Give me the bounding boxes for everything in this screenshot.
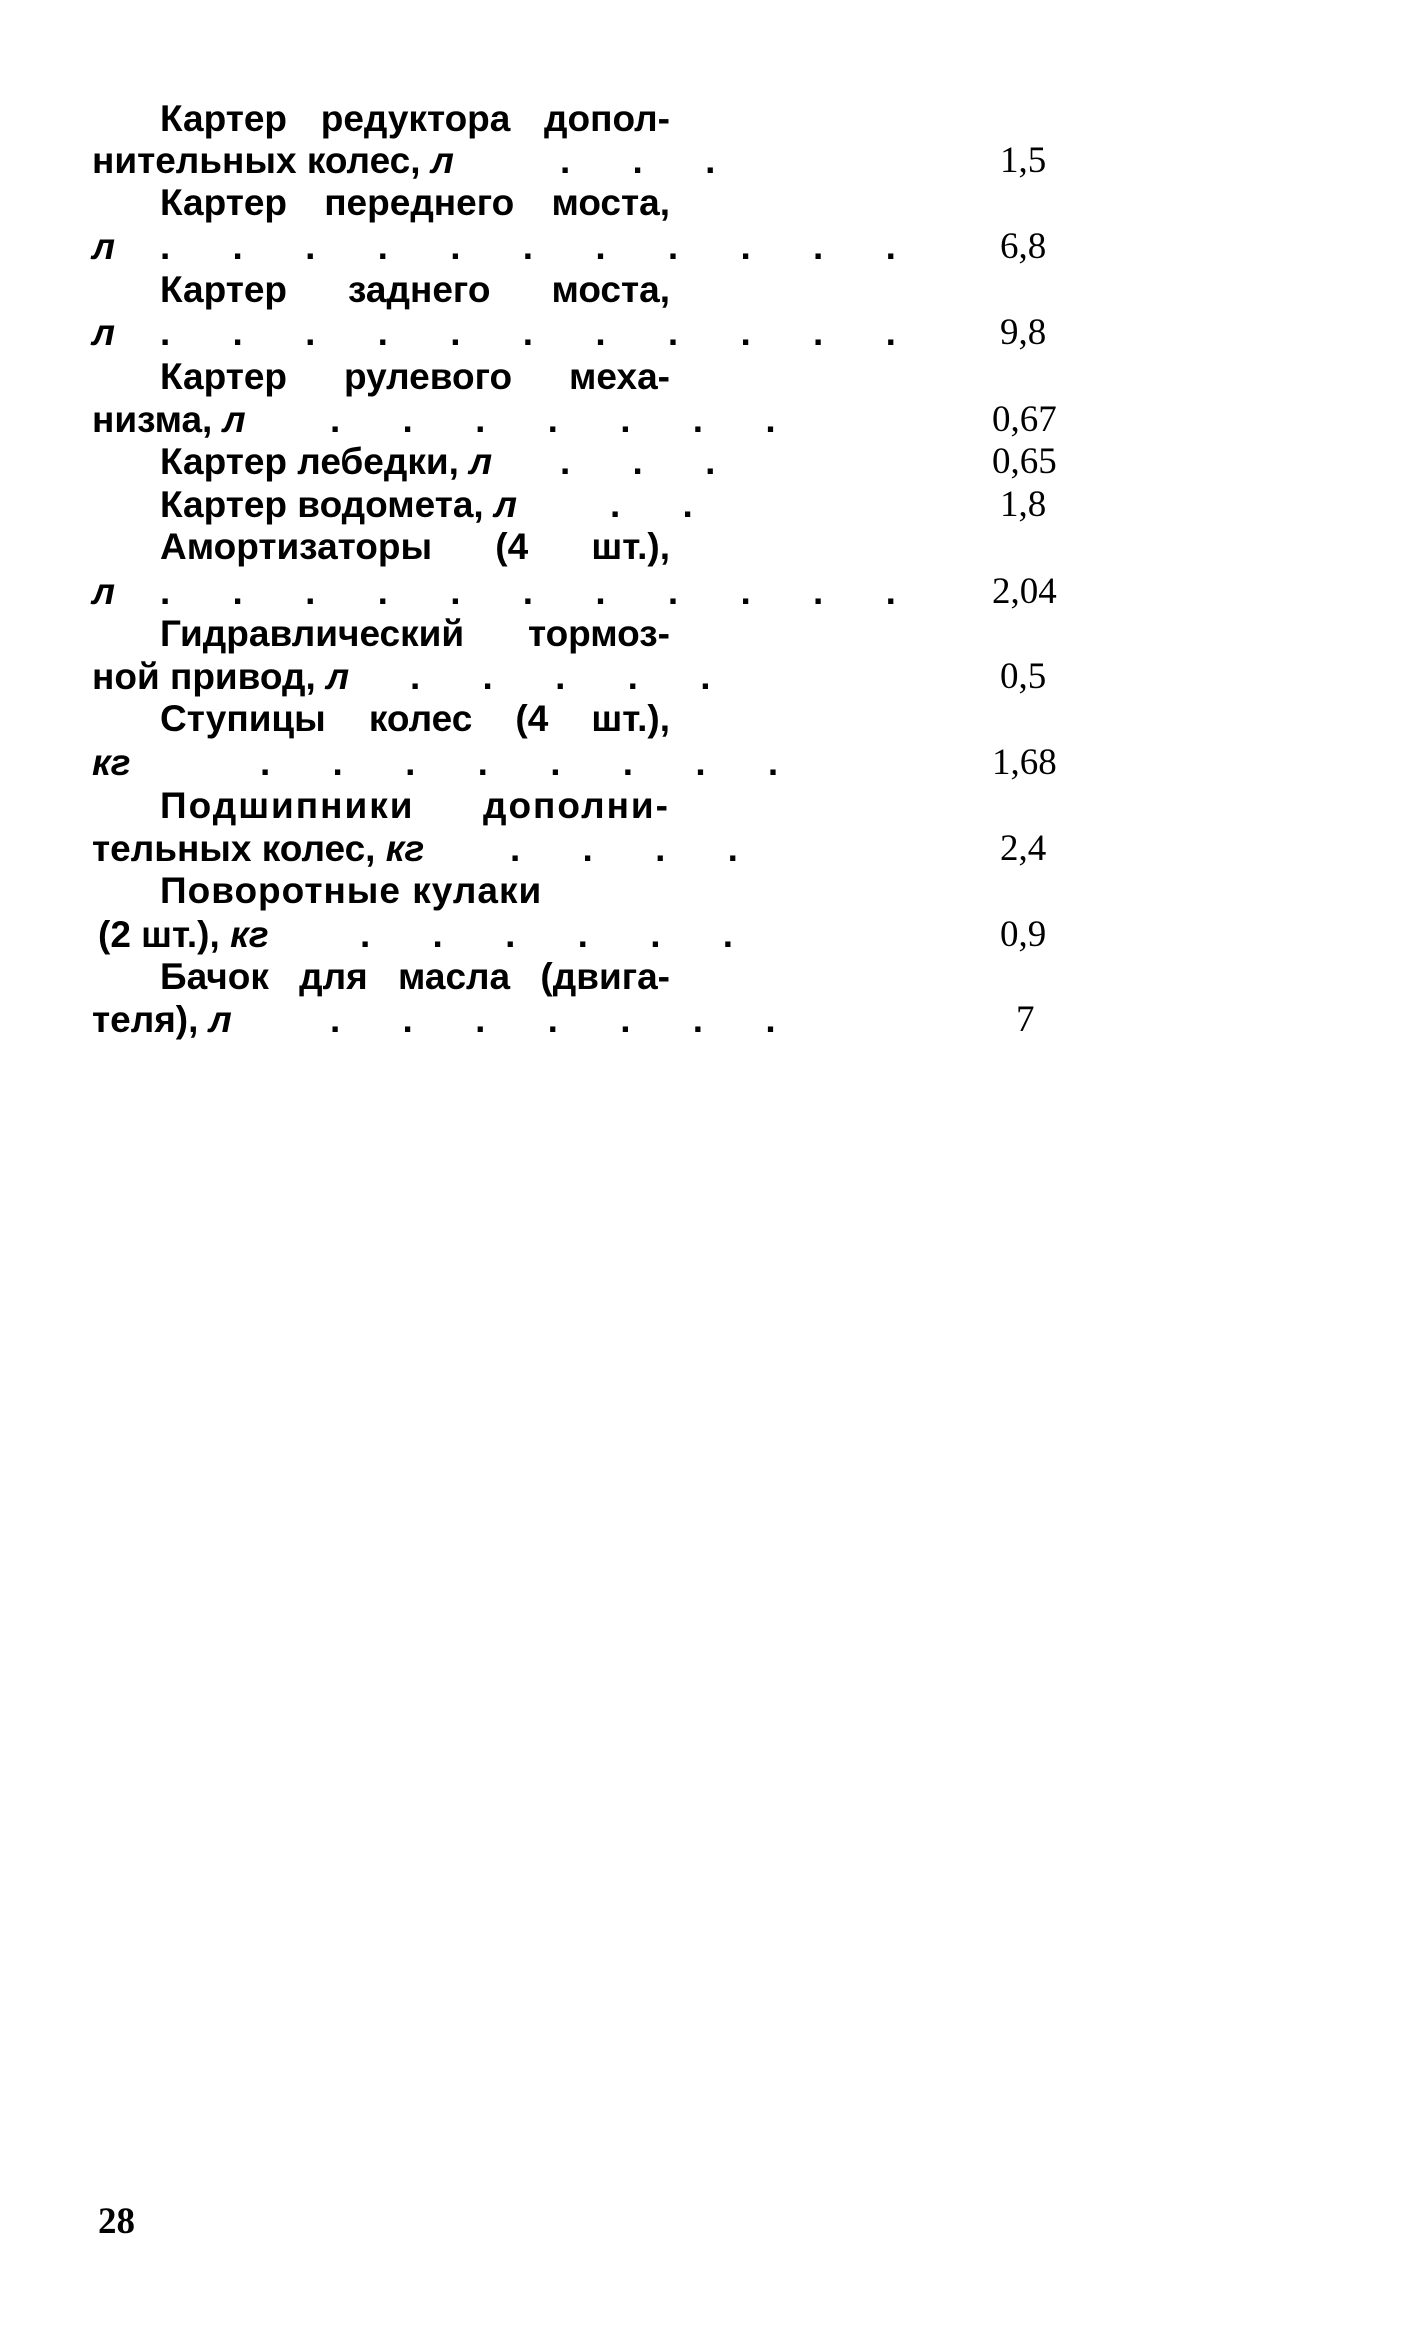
item-second-line (92, 398, 246, 442)
item-line (160, 483, 517, 527)
item-label: Картер лебедки, (160, 441, 459, 482)
item-second-line (92, 225, 115, 269)
item-second-line (98, 913, 269, 957)
item-label: Картер водомета, (160, 484, 484, 525)
dot-leader: . . . . . . . . . . . (160, 312, 922, 353)
unit-label: л (469, 441, 493, 482)
item-first-line: Бачок для масла (двига- (160, 956, 670, 997)
unit-label: л (494, 484, 518, 525)
item-first-line: Гидравлический тормоз- (160, 613, 670, 654)
item-second-line (92, 827, 424, 871)
value-cell: 7 (1016, 999, 1035, 1040)
item-label: тельных колес, (92, 828, 376, 869)
value-cell: 0,65 (992, 441, 1057, 482)
item-label: нительных колес, (92, 140, 421, 181)
item-label: низма, (92, 399, 213, 440)
item-first-line: Подшипники дополни- (160, 785, 670, 826)
dot-leader: . . . (560, 140, 742, 181)
item-line (160, 440, 492, 484)
unit-label: л (92, 312, 116, 353)
value-cell: 1,8 (1000, 484, 1047, 525)
value-cell: 2,4 (1000, 828, 1047, 869)
dot-leader: . . . (560, 441, 742, 482)
unit-label: кг (385, 828, 425, 869)
dot-leader: . . . . . . (360, 914, 760, 955)
item-first-line: Картер переднего моста, (160, 182, 670, 223)
value-cell: 9,8 (1000, 312, 1047, 353)
unit-label: л (92, 571, 116, 612)
item-label: теля), (92, 999, 199, 1040)
item-label: ной привод, (92, 656, 316, 697)
unit-label: л (326, 656, 350, 697)
value-cell: 0,5 (1000, 656, 1047, 697)
item-first-line: Амортизаторы (4 шт.), (160, 526, 670, 567)
unit-label: кг (92, 742, 131, 783)
value-cell: 1,68 (992, 742, 1057, 783)
page-number: 28 (98, 2201, 135, 2242)
item-first-line: Ступицы колес (4 шт.), (160, 698, 670, 739)
value-cell: 6,8 (1000, 226, 1047, 267)
value-cell: 1,5 (1000, 140, 1047, 181)
unit-label: л (430, 140, 454, 181)
item-second-line (92, 311, 115, 355)
item-first-line: Картер рулевого меха- (160, 356, 670, 397)
dot-leader: . . . . . . . (330, 999, 802, 1040)
item-second-line (92, 570, 115, 614)
unit-label: л (92, 226, 116, 267)
item-first-line: Картер редуктора допол- (160, 98, 670, 139)
value-cell: 0,67 (992, 399, 1057, 440)
item-label: (2 шт.), (98, 914, 220, 955)
unit-label: л (208, 999, 232, 1040)
dot-leader: . . . . (510, 828, 764, 869)
item-second-line (92, 139, 454, 183)
unit-label: кг (230, 914, 269, 955)
dot-leader: . . (610, 484, 719, 525)
dot-leader: . . . . . . . . . . . (160, 571, 922, 612)
dot-leader: . . . . . (410, 656, 737, 697)
item-second-line (92, 741, 131, 785)
item-first-line: Картер заднего моста, (160, 269, 670, 310)
dot-leader: . . . . . . . . (260, 742, 805, 783)
item-second-line (92, 998, 232, 1042)
dot-leader: . . . . . . . (330, 399, 802, 440)
item-first-line: Поворотные кулаки (160, 870, 543, 911)
value-cell: 0,9 (1000, 914, 1047, 955)
unit-label: л (222, 399, 246, 440)
dot-leader: . . . . . . . . . . . (160, 226, 922, 267)
value-cell: 2,04 (992, 571, 1057, 612)
item-second-line (92, 655, 349, 699)
